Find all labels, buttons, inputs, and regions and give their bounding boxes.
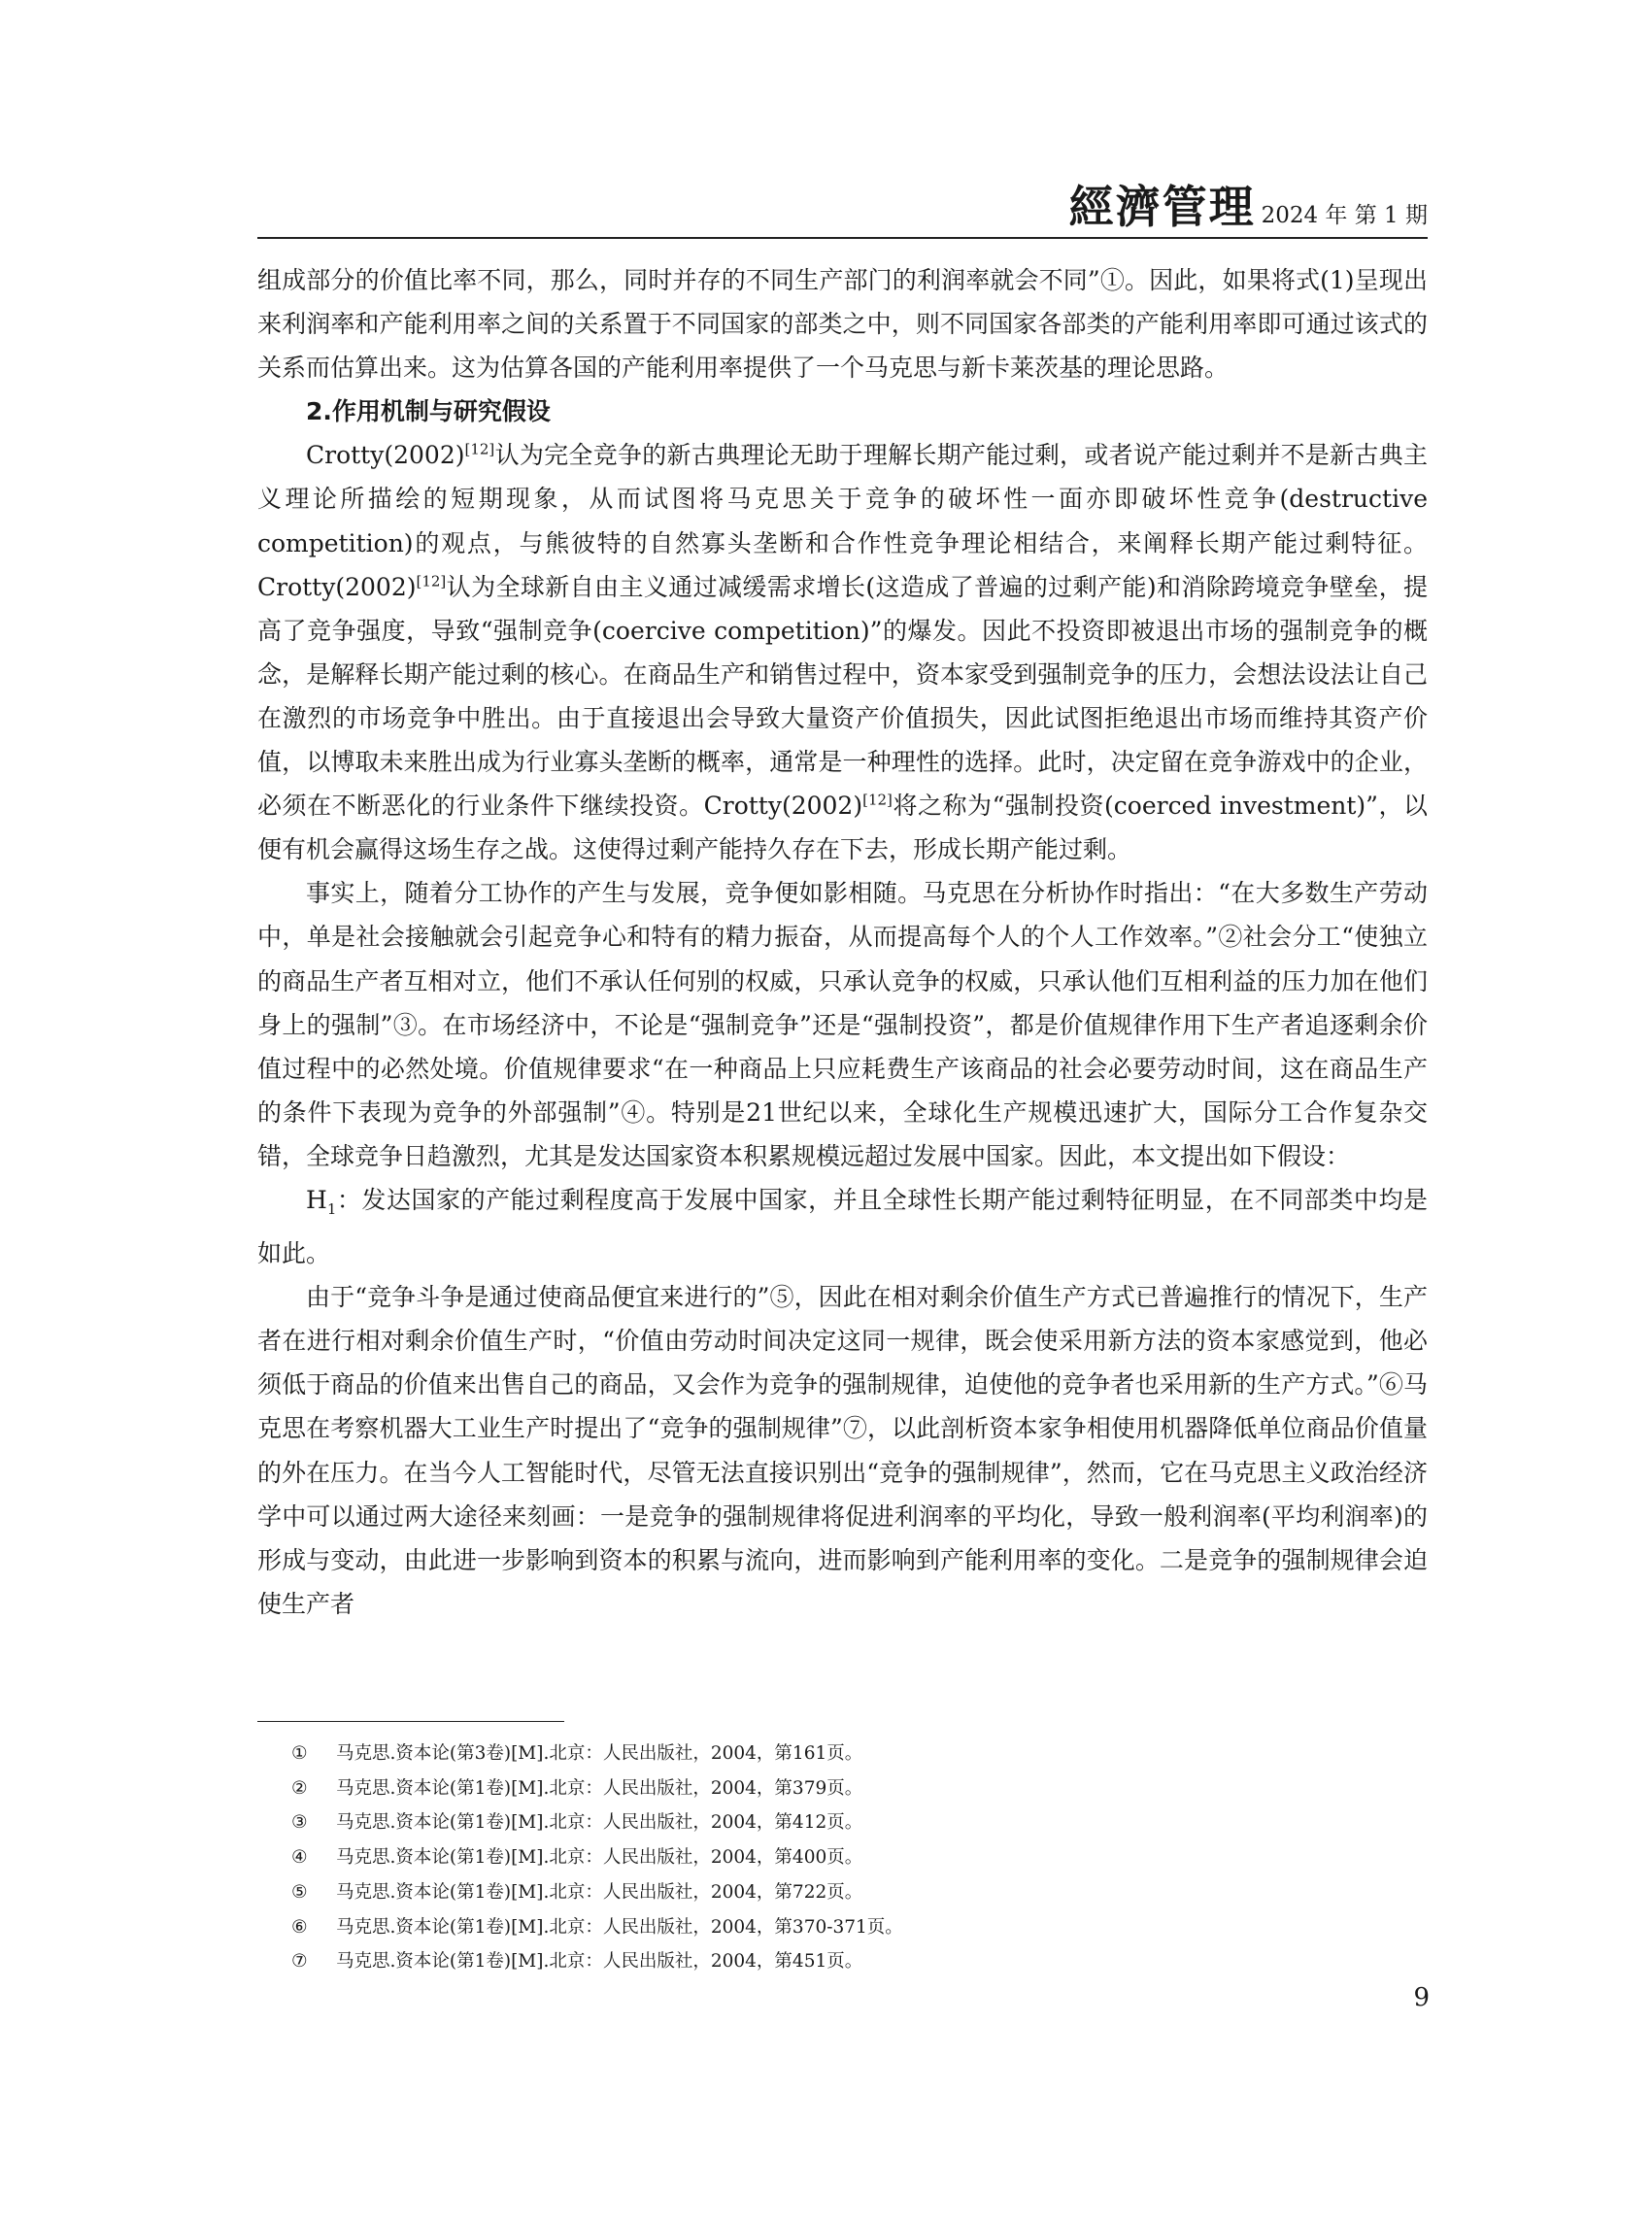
- paragraph-competition: 事实上，随着分工协作的产生与发展，竞争便如影相随。马克思在分析协作时指出：“在大多数生产劳动中，单是社会接触就会引起竞争心和特有的精力振奋，从而提高每个人的个人工作效率。”②社会分工“使独立的商品生产者互相对立，他们不承认任何别的权威，只承认竞争的权威，只承认他们互相利益的压力加在他们身上的强制”③。在市场经济中，不论是“强制竞争”还是“强制投资”，都是价值规律作用下生产者追逐剩余价值过程中的必然处境。价值规律要求“在一种商品上只应耗费生产该商品的社会必要劳动时间，这在商品生产的条件下表现为竞争的外部强制”④。特别是21世纪以来，全球化生产规模迅速扩大，国际分工合作复杂交错，全球竞争日趋激烈，尤其是发达国家资本积累规模远超过发展中国家。因此，本文提出如下假设：: [257, 879, 1428, 1170]
- hypothesis-h1: [257, 1178, 1428, 1275]
- footnote-text: 马克思.资本论(第1卷)[M].北京：人民出版社，2004，第451页。: [336, 1951, 863, 1973]
- footnote-mark: ①: [291, 1743, 308, 1764]
- page-number: 9: [1413, 1983, 1430, 2012]
- journal-logo: 經濟管理: [1068, 181, 1256, 233]
- footnote-mark: ⑥: [291, 1916, 308, 1938]
- footnote-mark: ④: [291, 1847, 308, 1869]
- footnote-mark: ⑤: [291, 1881, 308, 1903]
- footnote-item: [291, 1840, 1408, 1875]
- section-heading: 2.作用机制与研究假设: [306, 397, 551, 426]
- footnote-item: [291, 1771, 1408, 1806]
- footnote-divider: [257, 1721, 564, 1722]
- article-body: [257, 258, 1428, 1626]
- text-run: 认为完全竞争的新古典理论无助于理解长期产能过剩，或者说产能过剩并不是新古典主义理论所描绘的短期现象，从而试图将马克思关于竞争的破坏性一面亦即破坏性竞争(destructive competition)的观点，与熊彼特的自然寡头垄断和合作性竞争理论相结合，来阐释长期产能过剩特征。Crotty(2002): [257, 441, 1428, 601]
- footnote-item: [291, 1737, 1408, 1771]
- text-run: 认为全球新自由主义通过减缓需求增长(这造成了普遍的过剩产能)和消除跨境竞争壁垒，提高了竞争强度，导致“强制竞争(coercive competition)”的爆发。因此不投资即被退出市场的强制竞争的概念，是解释长期产能过剩的核心。在商品生产和销售过程中，资本家受到强制竞争的压力，会想法设法让自己在激烈的市场竞争中胜出。由于直接退出会导致大量资产价值损失，因此试图拒绝退出市场而维持其资产价值，以博取未来胜出成为行业寡头垄断的概率，通常是一种理性的选择。此时，决定留在竞争游戏中的企业，必须在不断恶化的行业条件下继续投资。Crotty(2002): [257, 572, 1428, 821]
- running-header: [257, 181, 1428, 233]
- text-run: 将之称为“强制投资(coerced investment)”，以便有机会赢得这场生存之战。这使得过剩产能持久存在下去，形成长期产能过剩。: [257, 792, 1429, 864]
- footnote-mark: ③: [291, 1812, 308, 1834]
- issue-label: 2024 年 第 1 期: [1261, 203, 1428, 228]
- paragraph-continued: 组成部分的价值比率不同，那么，同时并存的不同生产部门的利润率就会不同”①。因此，如果将式(1)呈现出来利润率和产能利用率之间的关系置于不同国家的部类之中，则不同国家各部类的产能利用率即可通过该式的关系而估算出来。这为估算各国的产能利用率提供了一个马克思与新卡莱茨基的理论思路。: [257, 266, 1428, 383]
- citation-ref: [12]: [862, 791, 893, 809]
- footnote-mark: ⑦: [291, 1951, 308, 1973]
- hypothesis-label: H: [306, 1185, 327, 1214]
- citation-ref: [12]: [464, 441, 495, 459]
- footnote-text: 马克思.资本论(第1卷)[M].北京：人民出版社，2004，第370-371页。: [336, 1916, 903, 1938]
- footnote-text: 马克思.资本论(第3卷)[M].北京：人民出版社，2004，第161页。: [336, 1743, 863, 1764]
- paragraph-coercive-law: 由于“竞争斗争是通过使商品便宜来进行的”⑤，因此在相对剩余价值生产方式已普遍推行的情况下，生产者在进行相对剩余价值生产时，“价值由劳动时间决定这同一规律，既会使采用新方法的资本家感觉到，他必须低于商品的价值来出售自己的商品，又会作为竞争的强制规律，迫使他的竞争者也采用新的生产方式。”⑥马克思在考察机器大工业生产时提出了“竞争的强制规律”⑦，以此剖析资本家争相使用机器降低单位商品价值量的外在压力。在当今人工智能时代，尽管无法直接识别出“竞争的强制规律”，然而，它在马克思主义政治经济学中可以通过两大途径来刻画：一是竞争的强制规律将促进利润率的平均化，导致一般利润率(平均利润率)的形成与变动，由此进一步影响到资本的积累与流向，进而影响到产能利用率的变化。二是竞争的强制规律会迫使生产者: [257, 1283, 1428, 1618]
- footnote-text: 马克思.资本论(第1卷)[M].北京：人民出版社，2004，第379页。: [336, 1777, 863, 1799]
- footnote-text: 马克思.资本论(第1卷)[M].北京：人民出版社，2004，第400页。: [336, 1847, 863, 1869]
- footnote-text: 马克思.资本论(第1卷)[M].北京：人民出版社，2004，第412页。: [336, 1812, 863, 1834]
- footnotes: [291, 1737, 1408, 1979]
- citation-ref: [12]: [416, 572, 447, 590]
- footnote-item: [291, 1944, 1408, 1979]
- header-divider: [257, 237, 1428, 239]
- hypothesis-text: ：发达国家的产能过剩程度高于发展中国家，并且全球性长期产能过剩特征明显，在不同部类中均是如此。: [257, 1185, 1428, 1268]
- footnote-item: [291, 1910, 1408, 1945]
- text-run: Crotty(2002): [306, 441, 465, 470]
- footnote-mark: ②: [291, 1777, 308, 1799]
- footnote-item: [291, 1875, 1408, 1910]
- hypothesis-subscript: 1: [326, 1199, 337, 1218]
- footnote-text: 马克思.资本论(第1卷)[M].北京：人民出版社，2004，第722页。: [336, 1881, 863, 1903]
- footnote-item: [291, 1805, 1408, 1840]
- paragraph-crotty: [257, 433, 1428, 871]
